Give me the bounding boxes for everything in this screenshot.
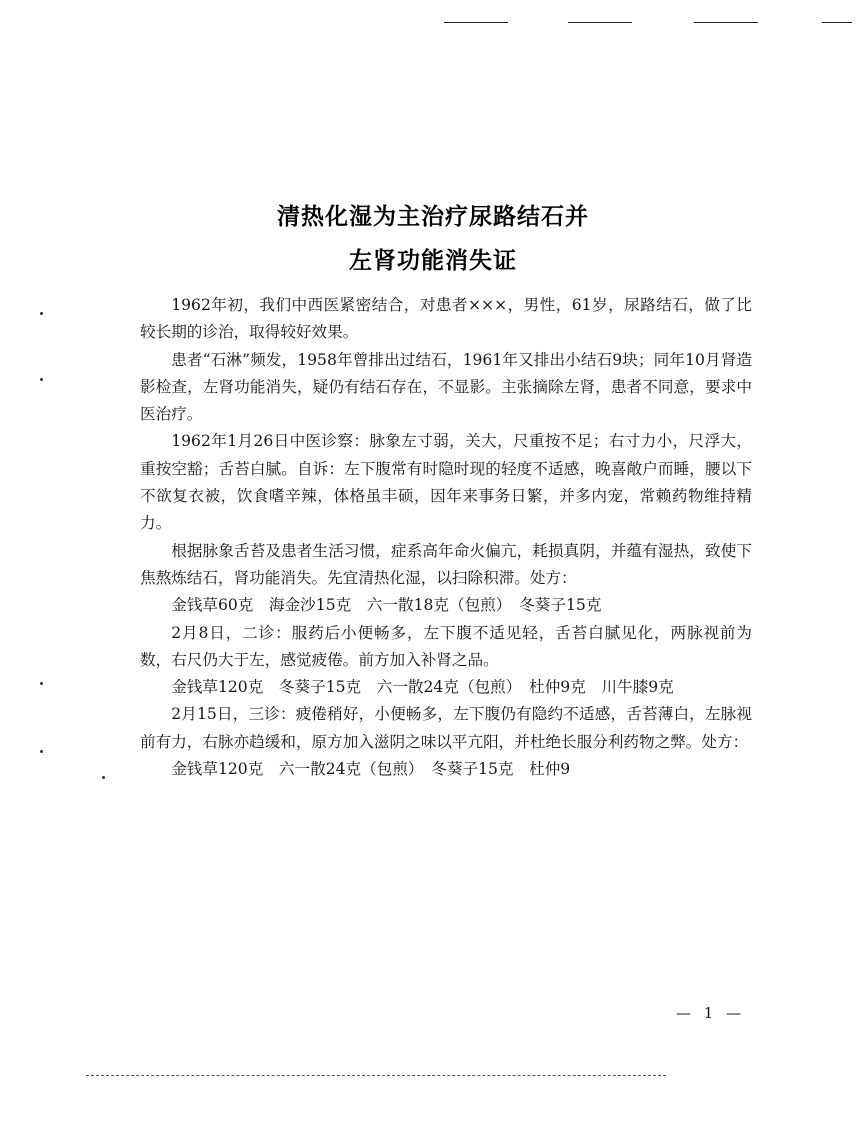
margin-dot	[40, 682, 43, 685]
margin-dot	[40, 378, 43, 381]
margin-dot	[40, 312, 43, 315]
margin-dot	[40, 750, 43, 753]
paragraph: 2月15日，三诊：疲倦稍好，小便畅多，左下腹仍有隐约不适感，舌苔薄白，左脉视前有力，右脉亦趋缓和，原方加入滋阴之味以平亢阳，并杜绝长服分利药物之弊。处方：	[140, 705, 752, 751]
paragraph: 患者“石淋”频发，1958年曾排出过结石，1961年又排出小结石9块；同年10月肾造影检查，左肾功能消失，疑仍有结石存在，不显影。主张摘除左肾，患者不同意，要求中医治疗。	[140, 350, 752, 424]
paragraph: 1962年初，我们中西医紧密结合，对患者×××，男性，61岁，尿路结石，做了比较长期的诊治，取得较好效果。	[140, 296, 752, 342]
prescription: 金钱草120克 冬葵子15克 六一散24克（包煎） 杜仲9克 川牛膝9克	[171, 678, 674, 697]
top-rule	[568, 22, 632, 23]
page-title-line-2: 左肾功能消失证	[349, 248, 517, 274]
top-rule	[822, 22, 852, 23]
paragraph: 根据脉象舌苔及患者生活习惯，症系高年命火偏亢，耗损真阴，并蕴有湿热，致使下焦熬炼结石，肾功能消失。先宜清热化湿，以扫除积滞。处方：	[140, 541, 752, 587]
page-title-line-1: 清热化湿为主治疗尿路结石并	[277, 204, 589, 230]
top-rule	[444, 22, 508, 23]
page-number: — 1 —	[676, 1004, 746, 1022]
paragraph: 1962年1月26日中医诊察：脉象左寸弱，关大，尺重按不足；右寸力小，尺浮大，重按空豁；舌苔白腻。自诉：左下腹常有时隐时现的轻度不适感，晚喜敞户而睡，腰以下不欲复衣被，饮食嗜辛辣，体格虽丰硕，因年来事务日繁，并多内宠，常赖药物维持精力。	[140, 432, 752, 533]
margin-dot	[102, 776, 105, 779]
prescription: 金钱草120克 六一散24克（包煎） 冬葵子15克 杜仲9	[171, 760, 571, 779]
article-body	[140, 292, 752, 783]
paragraph: 2月8日，二诊：服药后小便畅多，左下腹不适见轻，舌苔白腻见化，两脉视前为数，右尺仍大于左，感觉疲倦。前方加入补肾之品。	[140, 623, 752, 669]
top-rule	[694, 22, 758, 23]
bottom-rule	[86, 1075, 666, 1076]
prescription: 金钱草60克 海金沙15克 六一散18克（包煎） 冬葵子15克	[171, 596, 602, 615]
